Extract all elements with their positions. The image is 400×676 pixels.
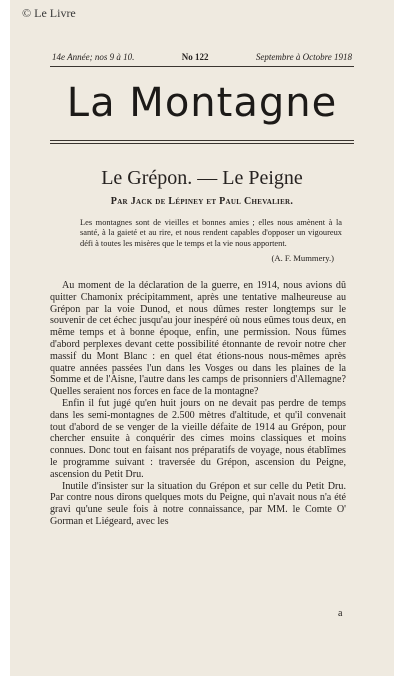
issue-info: 14e Année; nos 9 à 10.: [52, 52, 135, 62]
issue-number: No 122: [181, 52, 209, 62]
watermark: © Le Livre: [22, 6, 76, 20]
paragraph: Inutile d'insister sur la situation du Grépon et sur celle du Petit Dru. Par contre nous dirons quelques mots du Peigne, qui n'avait nous n'a été gravi qu'une seule fois à notre connaissance, par MM. le Comte O' Gorman et Liégeard, avec les: [50, 480, 346, 527]
epigraph-text: Les montagnes sont de vieilles et bonnes amies ; elles nous amènent à la santé, à la gaieté et au rire, et nous rendent capables d'opposer un vigoureux défi à toutes les misères que le temps et la vie nous apportent.: [80, 218, 342, 248]
journal-title: La Montagne: [66, 80, 338, 126]
page-folio: a: [338, 608, 343, 619]
article-body: [50, 280, 346, 528]
title-rule-bottom: [50, 143, 354, 144]
title-rule-top: [50, 140, 354, 141]
masthead-rule: [50, 66, 354, 67]
paragraph: Au moment de la déclaration de la guerre, en 1914, nous avions dû quitter Chamonix précipitamment, après une tentative malheureuse au Grépon par la voie Dunod, et nous dûmes rester longtemps sur le souvenir de cet échec jusqu'au jour inespéré où nous eûmes tous deux, en même temps et à bonne époque, enfin, une permission. Nous fûmes d'abord perplexes devant cette possibilité étonnante de revoir notre cher massif du Mont Blanc : en quel état étions-nous nous-mêmes après quatre années passées l'un dans les Vosges ou dans les plaines de la Somme et de l'Aisne, l'autre dans les camps de prisonniers d'Allemagne? Quelles seraient nos forces en face de la montagne?: [50, 280, 346, 398]
epigraph-attribution: (A. F. Mummery.): [271, 252, 334, 263]
paragraph: Enfin il fut jugé qu'en huit jours on ne devait pas perdre de temps dans les semi-montagnes de 2.500 mètres d'altitude, et qu'il convenait tout d'abord de se venger de la vieille défaite de 1914 au Grépon, pour chercher ensuite à conquérir des cimes moins classiques et moins connues. Donc tout en faisant nos préparatifs de voyage, nous établîmes le programme suivant : traversée du Grépon, ascension du Peigne, ascension du Petit Dru.: [50, 397, 346, 480]
journal-page: [10, 0, 394, 676]
article-title: Le Grépon. — Le Peigne: [101, 167, 303, 189]
article-byline: Par Jack de Lépiney et Paul Chevalier.: [110, 196, 294, 207]
issue-date: Septembre à Octobre 1918: [255, 52, 352, 62]
masthead: [52, 52, 352, 62]
epigraph: [80, 218, 342, 263]
